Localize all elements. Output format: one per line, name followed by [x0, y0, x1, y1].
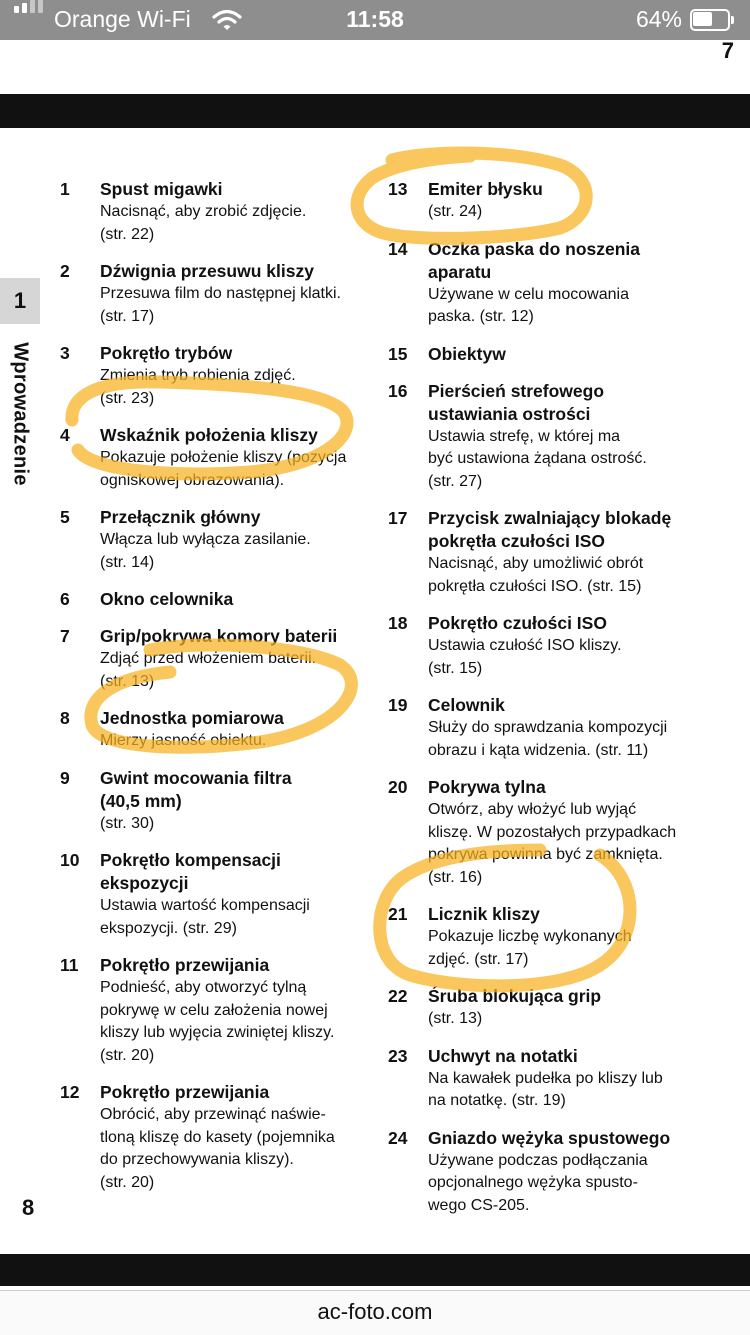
item-number: 7	[60, 626, 70, 646]
chapter-tab-number: 1	[0, 278, 40, 324]
item-number: 4	[60, 425, 70, 445]
item-number: 22	[388, 986, 408, 1006]
item-number: 6	[60, 589, 70, 609]
list-item	[60, 767, 360, 836]
item-title: Okno celownika	[100, 589, 234, 609]
chapter-tab-label: Wprowadzenie	[9, 342, 32, 486]
item-title: Dźwignia przesuwu kliszy	[100, 261, 314, 281]
list-item	[60, 954, 360, 1067]
url-bar[interactable]	[0, 1290, 750, 1335]
item-title: Celownik	[428, 695, 505, 715]
item-description: Nacisnąć, aby umożliwić obrót pokrętła czułości ISO. (str. 15)	[428, 555, 644, 595]
header-band	[0, 94, 750, 128]
item-description: Obrócić, aby przewinąć naświe- tloną kliszę do kasety (pojemnika do przechowywania kliszy). (str. 20)	[100, 1106, 335, 1191]
list-item	[388, 1127, 708, 1218]
list-item	[388, 238, 708, 329]
carrier-name: Orange Wi-Fi	[54, 6, 191, 32]
list-item	[388, 1045, 708, 1113]
item-title: Pokrętło przewijania	[100, 955, 270, 975]
item-number: 5	[60, 507, 70, 527]
item-description: (str. 30)	[100, 814, 155, 832]
list-item	[60, 342, 360, 410]
battery-icon	[690, 9, 734, 31]
item-description: Służy do sprawdzania kompozycji obrazu i kąta widzenia. (str. 11)	[428, 719, 668, 759]
item-number: 14	[388, 238, 408, 259]
item-title: Śruba blokująca grip	[428, 986, 602, 1006]
list-item	[60, 707, 360, 753]
item-number: 10	[60, 850, 80, 870]
item-title: Pokrętło przewijania	[100, 1082, 270, 1102]
item-description: Na kawałek pudełka po kliszy lub na notatkę. (str. 19)	[428, 1069, 663, 1109]
item-description: Włącza lub wyłącza zasilanie. (str. 14)	[100, 531, 311, 571]
list-item	[388, 612, 708, 680]
item-number: 21	[388, 904, 408, 924]
item-title: Oczka paska do noszenia aparatu	[428, 238, 641, 282]
list-item	[60, 178, 360, 246]
list-item	[60, 849, 360, 940]
item-title: Pokrywa tylna	[428, 777, 546, 797]
item-description: Ustawia wartość kompensacji ekspozycji. (str. 29)	[100, 897, 310, 937]
item-description: Używane podczas podłączania opcjonalnego wężyka spusto- wego CS-205.	[428, 1151, 648, 1214]
item-number: 12	[60, 1082, 80, 1102]
status-bar	[0, 0, 750, 40]
list-item	[388, 178, 708, 224]
item-number: 8	[60, 708, 70, 728]
item-number: 24	[388, 1127, 408, 1148]
list-item	[388, 903, 708, 971]
item-description: (str. 13)	[428, 1010, 483, 1027]
page-number-right: 7	[721, 38, 734, 63]
item-number: 15	[388, 343, 408, 364]
item-title: Uchwyt na notatki	[428, 1045, 578, 1066]
item-title: Wskaźnik położenia kliszy	[100, 425, 318, 445]
item-description: Pokazuje położenie kliszy (pozycja ogniskowej obrazowania).	[100, 449, 347, 489]
item-number: 17	[388, 508, 408, 528]
list-item	[60, 625, 360, 693]
item-number: 1	[60, 179, 70, 199]
list-item	[60, 1081, 360, 1194]
list-item	[60, 588, 360, 611]
item-number: 23	[388, 1045, 408, 1066]
item-number: 2	[60, 261, 70, 281]
item-description: Zdjąć przed włożeniem baterii. (str. 13)	[100, 650, 317, 690]
item-description: Zmienia tryb robienia zdjęć. (str. 23)	[100, 367, 296, 407]
item-description: Ustawia strefę, w której ma być ustawiona żądana ostrość. (str. 27)	[428, 427, 647, 490]
page-number-left: 8	[22, 1195, 35, 1220]
item-description: Otwórz, aby włożyć lub wyjąć kliszę. W pozostałych przypadkach pokrywa powinna być zamknięta. (str. 16)	[428, 801, 677, 886]
list-item	[388, 343, 708, 366]
item-number: 16	[388, 380, 408, 401]
list-item	[388, 694, 708, 762]
item-description: (str. 24)	[428, 203, 483, 220]
parts-list-right	[388, 178, 708, 1231]
footer-band	[0, 1254, 750, 1286]
item-title: Pokrętło czułości ISO	[428, 613, 607, 633]
item-title: Spust migawki	[100, 179, 223, 199]
item-description: Pokazuje liczbę wykonanych zdjęć. (str. 17)	[428, 928, 632, 968]
item-number: 11	[60, 955, 79, 975]
item-title: Gniazdo wężyka spustowego	[428, 1127, 671, 1148]
item-title: Licznik kliszy	[428, 904, 540, 924]
list-item	[388, 507, 708, 598]
item-description: Podnieść, aby otworzyć tylną pokrywę w celu założenia nowej kliszy lub wyjęcia zwiniętej kliszy. (str. 20)	[100, 979, 335, 1064]
item-number: 20	[388, 777, 408, 797]
item-title: Pokrętło kompensacji ekspozycji	[100, 850, 281, 893]
item-title: Emiter błysku	[428, 179, 543, 199]
item-title: Grip/pokrywa komory baterii	[100, 626, 338, 646]
list-item	[388, 380, 708, 494]
item-title: Pierścień strefowego ustawiania ostrości	[428, 380, 605, 424]
item-title: Jednostka pomiarowa	[100, 708, 284, 728]
item-title: Przycisk zwalniający blokadę pokrętła czułości ISO	[428, 508, 672, 551]
item-number: 19	[388, 695, 408, 715]
item-number: 13	[388, 179, 408, 199]
item-description: Mierzy jasność obiektu.	[100, 732, 267, 749]
item-number: 18	[388, 613, 408, 633]
item-title: Przełącznik główny	[100, 507, 261, 527]
item-title: Pokrętło trybów	[100, 343, 233, 363]
item-description: Przesuwa film do następnej klatki. (str. 17)	[100, 285, 341, 325]
status-time: 11:58	[346, 6, 404, 32]
item-number: 3	[60, 343, 70, 363]
list-item	[60, 424, 360, 492]
item-title: Gwint mocowania filtra (40,5 mm)	[100, 767, 292, 811]
parts-list-left	[60, 178, 360, 1208]
list-item	[388, 985, 708, 1031]
list-item	[388, 776, 708, 889]
item-description: Ustawia czułość ISO kliszy. (str. 15)	[428, 637, 622, 677]
item-description: Nacisnąć, aby zrobić zdjęcie. (str. 22)	[100, 203, 307, 243]
list-item	[60, 506, 360, 574]
item-title: Obiektyw	[428, 343, 506, 364]
list-item	[60, 260, 360, 328]
battery-percentage: 64%	[635, 6, 682, 32]
item-number: 9	[60, 767, 70, 788]
url-text[interactable]: ac-foto.com	[317, 1299, 433, 1324]
item-description: Używane w celu mocowania paska. (str. 12)	[428, 285, 629, 325]
